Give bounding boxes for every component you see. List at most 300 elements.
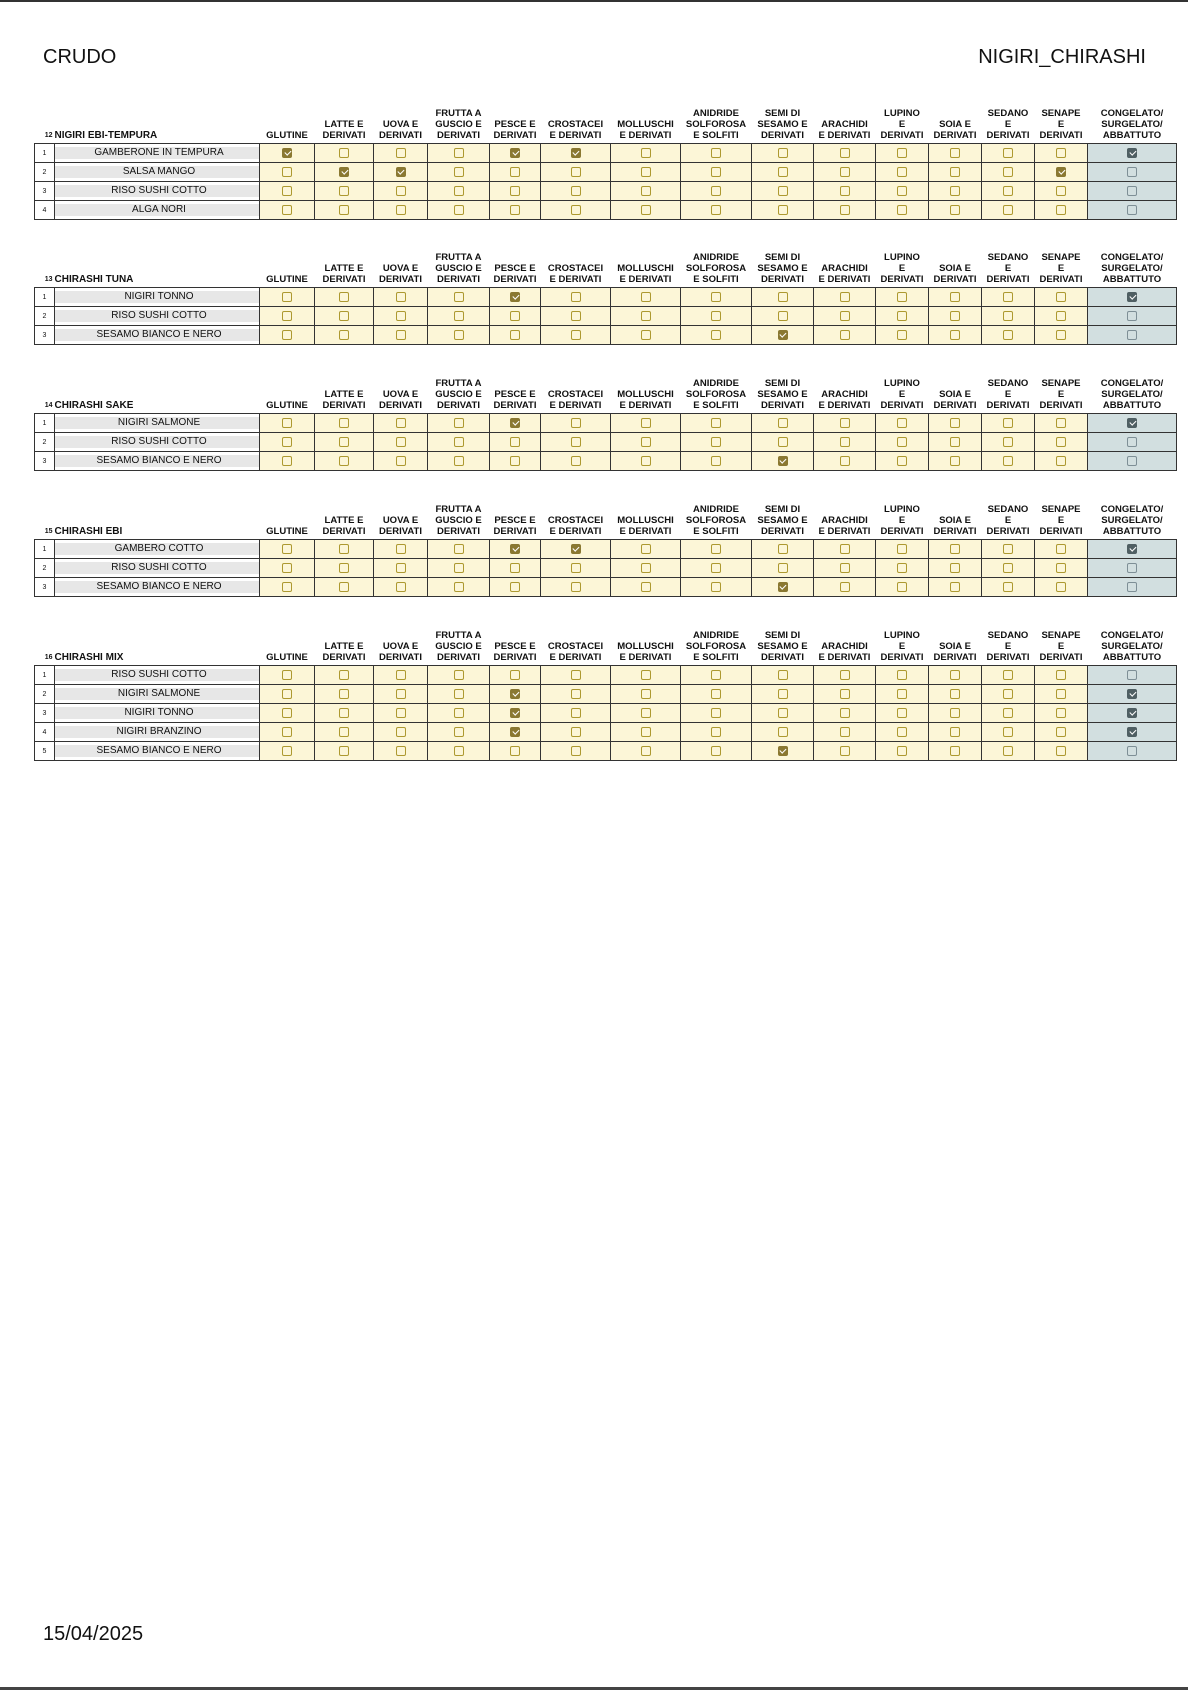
allergen-checkbox[interactable] bbox=[897, 456, 907, 466]
allergen-checkbox[interactable] bbox=[454, 186, 464, 196]
allergen-checkbox[interactable] bbox=[641, 437, 651, 447]
allergen-checkbox[interactable] bbox=[897, 689, 907, 699]
allergen-checkbox[interactable] bbox=[711, 167, 721, 177]
row-number: 2 bbox=[35, 433, 55, 452]
allergen-checkbox[interactable] bbox=[641, 582, 651, 592]
allergen-checkbox[interactable] bbox=[1056, 670, 1066, 680]
table-row bbox=[35, 182, 1177, 201]
allergen-checkbox[interactable] bbox=[339, 708, 349, 718]
allergen-cell bbox=[814, 742, 876, 761]
allergen-checkbox[interactable] bbox=[282, 746, 292, 756]
column-header-line: SURGELATO/ bbox=[1101, 641, 1163, 652]
allergen-checkbox[interactable] bbox=[950, 205, 960, 215]
allergen-checkbox[interactable] bbox=[396, 670, 406, 680]
allergen-checkbox[interactable] bbox=[950, 670, 960, 680]
allergen-checkbox[interactable] bbox=[396, 205, 406, 215]
allergen-cell bbox=[541, 144, 611, 163]
allergen-checkbox[interactable] bbox=[840, 311, 850, 321]
allergen-checkbox[interactable] bbox=[396, 746, 406, 756]
allergen-checkbox[interactable] bbox=[1003, 544, 1013, 554]
allergen-cell bbox=[315, 201, 374, 220]
allergen-checkbox[interactable] bbox=[840, 563, 850, 573]
allergen-checkbox[interactable] bbox=[571, 167, 581, 177]
allergen-checkbox[interactable] bbox=[950, 544, 960, 554]
allergen-checkbox[interactable] bbox=[454, 205, 464, 215]
allergen-checkbox[interactable] bbox=[1003, 205, 1013, 215]
allergen-checkbox[interactable] bbox=[454, 292, 464, 302]
allergen-checkbox[interactable] bbox=[571, 456, 581, 466]
allergen-checkbox[interactable] bbox=[840, 544, 850, 554]
allergen-cell bbox=[315, 559, 374, 578]
allergen-checkbox[interactable] bbox=[1056, 708, 1066, 718]
frozen-checkbox[interactable] bbox=[1127, 708, 1137, 718]
allergen-checkbox[interactable] bbox=[396, 708, 406, 718]
allergen-checkbox[interactable] bbox=[454, 418, 464, 428]
allergen-checkbox[interactable] bbox=[950, 727, 960, 737]
allergen-checkbox[interactable] bbox=[510, 292, 520, 302]
allergen-checkbox[interactable] bbox=[778, 582, 788, 592]
allergen-cell bbox=[428, 540, 490, 559]
frozen-checkbox[interactable] bbox=[1127, 205, 1137, 215]
allergen-checkbox[interactable] bbox=[571, 292, 581, 302]
frozen-checkbox[interactable] bbox=[1127, 689, 1137, 699]
allergen-checkbox[interactable] bbox=[510, 311, 520, 321]
allergen-checkbox[interactable] bbox=[641, 746, 651, 756]
allergen-checkbox[interactable] bbox=[571, 205, 581, 215]
allergen-checkbox[interactable] bbox=[711, 418, 721, 428]
allergen-checkbox[interactable] bbox=[396, 330, 406, 340]
allergen-checkbox[interactable] bbox=[396, 727, 406, 737]
allergen-checkbox[interactable] bbox=[571, 186, 581, 196]
allergen-checkbox[interactable] bbox=[510, 689, 520, 699]
allergen-checkbox[interactable] bbox=[641, 563, 651, 573]
frozen-checkbox[interactable] bbox=[1127, 456, 1137, 466]
frozen-checkbox[interactable] bbox=[1127, 330, 1137, 340]
allergen-checkbox[interactable] bbox=[840, 292, 850, 302]
allergen-checkbox[interactable] bbox=[778, 689, 788, 699]
allergen-checkbox[interactable] bbox=[950, 563, 960, 573]
allergen-checkbox[interactable] bbox=[454, 708, 464, 718]
allergen-checkbox[interactable] bbox=[778, 292, 788, 302]
allergen-checkbox[interactable] bbox=[897, 167, 907, 177]
allergen-checkbox[interactable] bbox=[571, 746, 581, 756]
ingredient-name: RISO SUSHI COTTO bbox=[55, 310, 259, 322]
column-header-line: GLUTINE bbox=[266, 652, 308, 663]
column-header-line: ANIDRIDE bbox=[693, 378, 739, 389]
column-header-line: E DERIVATI bbox=[549, 274, 602, 285]
allergen-checkbox[interactable] bbox=[510, 456, 520, 466]
allergen-checkbox[interactable] bbox=[897, 582, 907, 592]
allergen-checkbox[interactable] bbox=[950, 330, 960, 340]
allergen-checkbox[interactable] bbox=[339, 148, 349, 158]
allergen-checkbox[interactable] bbox=[454, 727, 464, 737]
allergen-checkbox[interactable] bbox=[711, 582, 721, 592]
allergen-checkbox[interactable] bbox=[571, 563, 581, 573]
allergen-checkbox[interactable] bbox=[282, 205, 292, 215]
allergen-checkbox[interactable] bbox=[282, 456, 292, 466]
allergen-checkbox[interactable] bbox=[454, 670, 464, 680]
allergen-checkbox[interactable] bbox=[396, 456, 406, 466]
allergen-checkbox[interactable] bbox=[339, 186, 349, 196]
allergen-checkbox[interactable] bbox=[950, 418, 960, 428]
allergen-checkbox[interactable] bbox=[897, 311, 907, 321]
allergen-checkbox[interactable] bbox=[1003, 437, 1013, 447]
allergen-checkbox[interactable] bbox=[641, 670, 651, 680]
allergen-checkbox[interactable] bbox=[396, 418, 406, 428]
allergen-checkbox[interactable] bbox=[571, 689, 581, 699]
allergen-checkbox[interactable] bbox=[510, 418, 520, 428]
allergen-checkbox[interactable] bbox=[339, 746, 349, 756]
allergen-checkbox[interactable] bbox=[396, 563, 406, 573]
allergen-checkbox[interactable] bbox=[571, 544, 581, 554]
allergen-checkbox[interactable] bbox=[950, 311, 960, 321]
allergen-checkbox[interactable] bbox=[950, 582, 960, 592]
allergen-checkbox[interactable] bbox=[1003, 292, 1013, 302]
allergen-checkbox[interactable] bbox=[1003, 167, 1013, 177]
allergen-checkbox[interactable] bbox=[1056, 456, 1066, 466]
allergen-checkbox[interactable] bbox=[711, 563, 721, 573]
allergen-checkbox[interactable] bbox=[282, 670, 292, 680]
allergen-checkbox[interactable] bbox=[950, 186, 960, 196]
allergen-checkbox[interactable] bbox=[454, 148, 464, 158]
allergen-checkbox[interactable] bbox=[840, 746, 850, 756]
allergen-checkbox[interactable] bbox=[339, 311, 349, 321]
allergen-checkbox[interactable] bbox=[778, 330, 788, 340]
allergen-checkbox[interactable] bbox=[510, 167, 520, 177]
allergen-checkbox[interactable] bbox=[778, 311, 788, 321]
allergen-checkbox[interactable] bbox=[571, 670, 581, 680]
allergen-checkbox[interactable] bbox=[778, 727, 788, 737]
allergen-checkbox[interactable] bbox=[897, 292, 907, 302]
allergen-checkbox[interactable] bbox=[641, 148, 651, 158]
allergen-checkbox[interactable] bbox=[1056, 582, 1066, 592]
allergen-checkbox[interactable] bbox=[571, 727, 581, 737]
allergen-checkbox[interactable] bbox=[571, 148, 581, 158]
allergen-checkbox[interactable] bbox=[897, 205, 907, 215]
allergen-checkbox[interactable] bbox=[510, 330, 520, 340]
allergen-checkbox[interactable] bbox=[571, 330, 581, 340]
allergen-checkbox[interactable] bbox=[454, 311, 464, 321]
allergen-checkbox[interactable] bbox=[339, 292, 349, 302]
allergen-checkbox[interactable] bbox=[282, 582, 292, 592]
allergen-checkbox[interactable] bbox=[510, 670, 520, 680]
allergen-checkbox[interactable] bbox=[778, 708, 788, 718]
allergen-checkbox[interactable] bbox=[1003, 689, 1013, 699]
allergen-checkbox[interactable] bbox=[711, 689, 721, 699]
allergen-checkbox[interactable] bbox=[339, 167, 349, 177]
allergen-checkbox[interactable] bbox=[897, 708, 907, 718]
allergen-checkbox[interactable] bbox=[840, 456, 850, 466]
allergen-checkbox[interactable] bbox=[339, 456, 349, 466]
allergen-checkbox[interactable] bbox=[396, 311, 406, 321]
allergen-checkbox[interactable] bbox=[282, 330, 292, 340]
allergen-checkbox[interactable] bbox=[641, 330, 651, 340]
allergen-checkbox[interactable] bbox=[840, 148, 850, 158]
allergen-checkbox[interactable] bbox=[897, 186, 907, 196]
allergen-checkbox[interactable] bbox=[897, 148, 907, 158]
allergen-checkbox[interactable] bbox=[778, 167, 788, 177]
allergen-cell bbox=[752, 452, 814, 471]
allergen-checkbox[interactable] bbox=[641, 689, 651, 699]
allergen-checkbox[interactable] bbox=[840, 582, 850, 592]
allergen-checkbox[interactable] bbox=[396, 582, 406, 592]
allergen-checkbox[interactable] bbox=[396, 292, 406, 302]
allergen-checkbox[interactable] bbox=[1003, 330, 1013, 340]
column-header-line: DERIVATI bbox=[986, 400, 1030, 411]
allergen-checkbox[interactable] bbox=[950, 456, 960, 466]
allergen-checkbox[interactable] bbox=[282, 292, 292, 302]
allergen-checkbox[interactable] bbox=[950, 437, 960, 447]
allergen-checkbox[interactable] bbox=[454, 167, 464, 177]
allergen-checkbox[interactable] bbox=[1003, 708, 1013, 718]
allergen-checkbox[interactable] bbox=[711, 186, 721, 196]
allergen-checkbox[interactable] bbox=[396, 689, 406, 699]
allergen-checkbox[interactable] bbox=[778, 205, 788, 215]
allergen-checkbox[interactable] bbox=[950, 148, 960, 158]
allergen-checkbox[interactable] bbox=[778, 148, 788, 158]
allergen-cell bbox=[611, 540, 681, 559]
allergen-checkbox[interactable] bbox=[454, 746, 464, 756]
allergen-checkbox[interactable] bbox=[711, 746, 721, 756]
allergen-checkbox[interactable] bbox=[282, 167, 292, 177]
allergen-checkbox[interactable] bbox=[396, 544, 406, 554]
allergen-checkbox[interactable] bbox=[641, 727, 651, 737]
column-header-line: GLUTINE bbox=[266, 274, 308, 285]
allergen-checkbox[interactable] bbox=[778, 746, 788, 756]
column-header-line: E DERIVATI bbox=[549, 130, 602, 141]
allergen-checkbox[interactable] bbox=[711, 456, 721, 466]
frozen-checkbox[interactable] bbox=[1127, 437, 1137, 447]
allergen-checkbox[interactable] bbox=[1056, 727, 1066, 737]
allergen-checkbox[interactable] bbox=[396, 148, 406, 158]
allergen-checkbox[interactable] bbox=[840, 437, 850, 447]
allergen-checkbox[interactable] bbox=[711, 330, 721, 340]
allergen-checkbox[interactable] bbox=[1056, 563, 1066, 573]
allergen-checkbox[interactable] bbox=[950, 292, 960, 302]
allergen-checkbox[interactable] bbox=[571, 708, 581, 718]
allergen-checkbox[interactable] bbox=[454, 330, 464, 340]
allergen-checkbox[interactable] bbox=[711, 544, 721, 554]
allergen-checkbox[interactable] bbox=[1056, 167, 1066, 177]
allergen-checkbox[interactable] bbox=[339, 205, 349, 215]
allergen-checkbox[interactable] bbox=[339, 582, 349, 592]
allergen-checkbox[interactable] bbox=[396, 186, 406, 196]
allergen-checkbox[interactable] bbox=[840, 727, 850, 737]
column-header bbox=[1035, 252, 1088, 288]
allergen-checkbox[interactable] bbox=[897, 670, 907, 680]
allergen-checkbox[interactable] bbox=[641, 167, 651, 177]
allergen-checkbox[interactable] bbox=[1056, 437, 1066, 447]
allergen-checkbox[interactable] bbox=[1056, 544, 1066, 554]
allergen-checkbox[interactable] bbox=[282, 186, 292, 196]
allergen-checkbox[interactable] bbox=[711, 311, 721, 321]
allergen-checkbox[interactable] bbox=[641, 708, 651, 718]
allergen-checkbox[interactable] bbox=[1056, 311, 1066, 321]
allergen-checkbox[interactable] bbox=[778, 437, 788, 447]
allergen-cell bbox=[611, 201, 681, 220]
allergen-checkbox[interactable] bbox=[641, 456, 651, 466]
column-header-line: ABBATTUTO bbox=[1102, 526, 1162, 537]
allergen-checkbox[interactable] bbox=[840, 330, 850, 340]
allergen-checkbox[interactable] bbox=[339, 544, 349, 554]
allergen-checkbox[interactable] bbox=[396, 437, 406, 447]
allergen-checkbox[interactable] bbox=[897, 544, 907, 554]
allergen-checkbox[interactable] bbox=[950, 708, 960, 718]
allergen-checkbox[interactable] bbox=[571, 437, 581, 447]
allergen-checkbox[interactable] bbox=[711, 727, 721, 737]
allergen-checkbox[interactable] bbox=[1056, 186, 1066, 196]
frozen-checkbox[interactable] bbox=[1127, 582, 1137, 592]
allergen-checkbox[interactable] bbox=[282, 544, 292, 554]
allergen-checkbox[interactable] bbox=[282, 311, 292, 321]
column-header bbox=[490, 108, 541, 144]
allergen-checkbox[interactable] bbox=[1003, 311, 1013, 321]
allergen-checkbox[interactable] bbox=[454, 456, 464, 466]
allergen-checkbox[interactable] bbox=[510, 727, 520, 737]
allergen-checkbox[interactable] bbox=[641, 311, 651, 321]
frozen-checkbox[interactable] bbox=[1127, 746, 1137, 756]
allergen-checkbox[interactable] bbox=[339, 437, 349, 447]
allergen-checkbox[interactable] bbox=[1003, 746, 1013, 756]
allergen-checkbox[interactable] bbox=[840, 708, 850, 718]
allergen-checkbox[interactable] bbox=[711, 205, 721, 215]
allergen-checkbox[interactable] bbox=[778, 186, 788, 196]
allergen-checkbox[interactable] bbox=[510, 148, 520, 158]
allergen-checkbox[interactable] bbox=[339, 330, 349, 340]
allergen-checkbox[interactable] bbox=[711, 670, 721, 680]
allergen-checkbox[interactable] bbox=[897, 437, 907, 447]
ingredient-name: SALSA MANGO bbox=[55, 166, 259, 178]
frozen-checkbox[interactable] bbox=[1127, 167, 1137, 177]
frozen-checkbox[interactable] bbox=[1127, 311, 1137, 321]
allergen-cell bbox=[611, 144, 681, 163]
allergen-checkbox[interactable] bbox=[571, 311, 581, 321]
allergen-checkbox[interactable] bbox=[282, 418, 292, 428]
allergen-checkbox[interactable] bbox=[897, 330, 907, 340]
allergen-checkbox[interactable] bbox=[1003, 456, 1013, 466]
allergen-checkbox[interactable] bbox=[282, 563, 292, 573]
column-header-line: GUSCIO E bbox=[435, 641, 482, 652]
allergen-checkbox[interactable] bbox=[778, 563, 788, 573]
frozen-checkbox[interactable] bbox=[1127, 727, 1137, 737]
allergen-checkbox[interactable] bbox=[510, 582, 520, 592]
allergen-checkbox[interactable] bbox=[1056, 205, 1066, 215]
allergen-checkbox[interactable] bbox=[282, 689, 292, 699]
allergen-checkbox[interactable] bbox=[840, 689, 850, 699]
header-row bbox=[35, 252, 1177, 288]
allergen-checkbox[interactable] bbox=[1056, 330, 1066, 340]
allergen-cell bbox=[541, 723, 611, 742]
allergen-checkbox[interactable] bbox=[950, 689, 960, 699]
allergen-checkbox[interactable] bbox=[641, 186, 651, 196]
allergen-checkbox[interactable] bbox=[1056, 418, 1066, 428]
allergen-checkbox[interactable] bbox=[711, 148, 721, 158]
allergen-checkbox[interactable] bbox=[396, 167, 406, 177]
allergen-checkbox[interactable] bbox=[454, 582, 464, 592]
frozen-checkbox[interactable] bbox=[1127, 418, 1137, 428]
frozen-cell bbox=[1088, 144, 1177, 163]
frozen-checkbox[interactable] bbox=[1127, 148, 1137, 158]
allergen-checkbox[interactable] bbox=[840, 670, 850, 680]
allergen-checkbox[interactable] bbox=[282, 437, 292, 447]
frozen-checkbox[interactable] bbox=[1127, 186, 1137, 196]
allergen-checkbox[interactable] bbox=[1003, 563, 1013, 573]
allergen-checkbox[interactable] bbox=[641, 292, 651, 302]
allergen-checkbox[interactable] bbox=[339, 670, 349, 680]
allergen-checkbox[interactable] bbox=[454, 437, 464, 447]
allergen-checkbox[interactable] bbox=[778, 670, 788, 680]
allergen-checkbox[interactable] bbox=[339, 563, 349, 573]
frozen-checkbox[interactable] bbox=[1127, 563, 1137, 573]
allergen-checkbox[interactable] bbox=[778, 544, 788, 554]
frozen-checkbox[interactable] bbox=[1127, 544, 1137, 554]
allergen-checkbox[interactable] bbox=[571, 582, 581, 592]
column-header-line: E SOLFITI bbox=[693, 130, 739, 141]
allergen-checkbox[interactable] bbox=[840, 167, 850, 177]
allergen-checkbox[interactable] bbox=[1056, 292, 1066, 302]
allergen-checkbox[interactable] bbox=[641, 205, 651, 215]
allergen-checkbox[interactable] bbox=[454, 544, 464, 554]
allergen-checkbox[interactable] bbox=[1003, 670, 1013, 680]
allergen-checkbox[interactable] bbox=[711, 292, 721, 302]
column-header bbox=[541, 108, 611, 144]
allergen-checkbox[interactable] bbox=[840, 205, 850, 215]
allergen-checkbox[interactable] bbox=[950, 167, 960, 177]
allergen-checkbox[interactable] bbox=[454, 689, 464, 699]
allergen-checkbox[interactable] bbox=[641, 418, 651, 428]
allergen-checkbox[interactable] bbox=[778, 418, 788, 428]
allergen-checkbox[interactable] bbox=[897, 418, 907, 428]
allergen-checkbox[interactable] bbox=[510, 746, 520, 756]
allergen-checkbox[interactable] bbox=[840, 418, 850, 428]
allergen-checkbox[interactable] bbox=[897, 563, 907, 573]
allergen-checkbox[interactable] bbox=[1003, 582, 1013, 592]
frozen-checkbox[interactable] bbox=[1127, 292, 1137, 302]
allergen-checkbox[interactable] bbox=[339, 689, 349, 699]
allergen-checkbox[interactable] bbox=[711, 437, 721, 447]
allergen-checkbox[interactable] bbox=[897, 746, 907, 756]
allergen-checkbox[interactable] bbox=[339, 418, 349, 428]
allergen-checkbox[interactable] bbox=[510, 544, 520, 554]
allergen-checkbox[interactable] bbox=[510, 186, 520, 196]
allergen-checkbox[interactable] bbox=[840, 186, 850, 196]
allergen-checkbox[interactable] bbox=[1056, 689, 1066, 699]
allergen-checkbox[interactable] bbox=[711, 708, 721, 718]
allergen-checkbox[interactable] bbox=[897, 727, 907, 737]
allergen-checkbox[interactable] bbox=[282, 148, 292, 158]
allergen-checkbox[interactable] bbox=[1003, 148, 1013, 158]
allergen-checkbox[interactable] bbox=[339, 727, 349, 737]
allergen-checkbox[interactable] bbox=[1056, 746, 1066, 756]
allergen-checkbox[interactable] bbox=[1003, 186, 1013, 196]
allergen-checkbox[interactable] bbox=[510, 205, 520, 215]
allergen-checkbox[interactable] bbox=[282, 727, 292, 737]
column-header bbox=[929, 378, 982, 414]
allergen-checkbox[interactable] bbox=[1056, 148, 1066, 158]
allergen-checkbox[interactable] bbox=[641, 544, 651, 554]
allergen-checkbox[interactable] bbox=[454, 563, 464, 573]
allergen-checkbox[interactable] bbox=[1003, 727, 1013, 737]
allergen-checkbox[interactable] bbox=[510, 563, 520, 573]
allergen-checkbox[interactable] bbox=[778, 456, 788, 466]
allergen-checkbox[interactable] bbox=[950, 746, 960, 756]
allergen-checkbox[interactable] bbox=[510, 708, 520, 718]
frozen-checkbox[interactable] bbox=[1127, 670, 1137, 680]
allergen-checkbox[interactable] bbox=[282, 708, 292, 718]
allergen-checkbox[interactable] bbox=[1003, 418, 1013, 428]
allergen-checkbox[interactable] bbox=[510, 437, 520, 447]
allergen-checkbox[interactable] bbox=[571, 418, 581, 428]
